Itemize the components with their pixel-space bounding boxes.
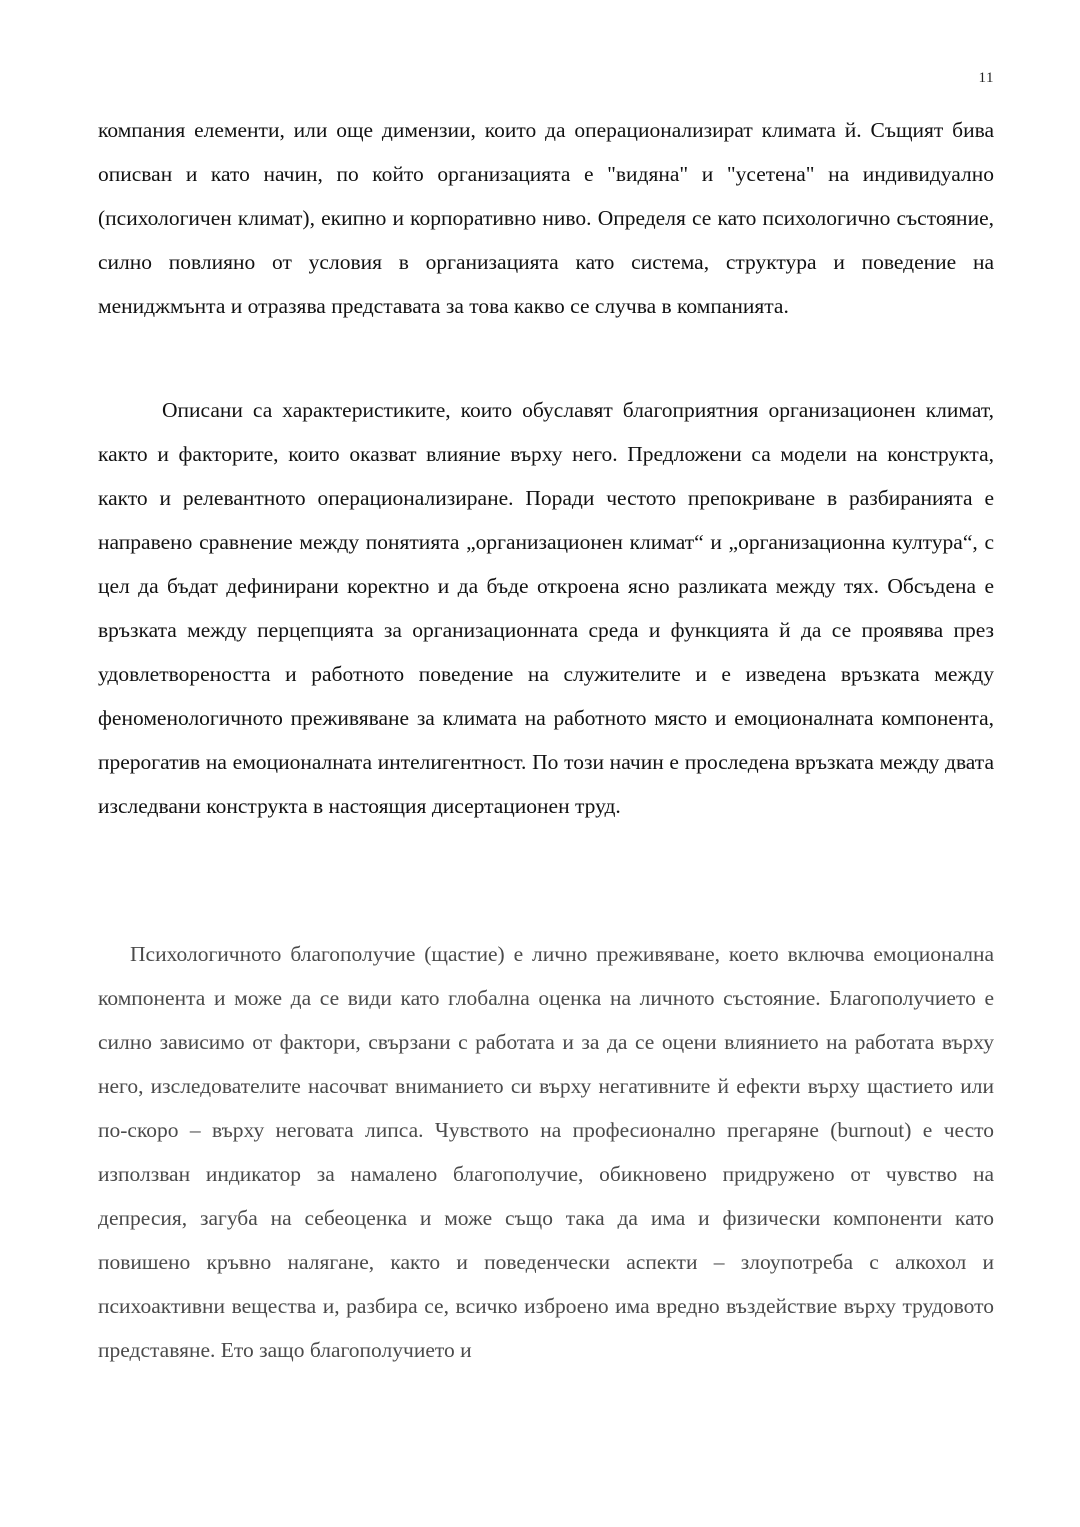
paragraph-wellbeing: Психологичното благополучие (щастие) е лично преживяване, което включва емоционална компонента и може да се види като глобална оценка на личното състояние. Благополучието е силно зависимо от фактори, свързани с работата и за да се оцени влиянието на работата върху него, изследователите насочват вниманието си върху негативните й ефекти върху щастието или по-скоро – върху неговата липса. Чувството на професионално прегаряне (burnout) е често използван индикатор за намалено благополучие, обикновено придружено от чувство на депресия, загуба на себеоценка и може също така да има и физически компоненти като повишено кръвно налягане, както и поведенчески аспекти – злоупотреба с алкохол и психоактивни вещества и, разбира се, всичко изброено има вредно въздействие върху трудовото представяне. Ето защо благополучието и (98, 942, 994, 1362)
paragraph-climate-summary: Описани са характеристиките, които обуславят благоприятния организационен климат, както и факторите, които оказват влияние върху него. Предложени са модели на конструкта, както и релевантното операционализиране. Поради честото препокриване в разбиранията е направено сравнение между понятията „организационен климат“ и „организационна култура“, с цел да бъдат дефинирани коректно и да бъде откроена ясно разликата между тях. Обсъдена е връзката между перцепцията за организационната среда и функцията й да се проявява през удовлетвореността и работното поведение на служителите и е изведена връзката между феноменологичното преживяване за климата на работното място и емоционалната компонента, прерогатив на емоционалната интелигентност. По този начин е проследена връзката между двата изследвани конструкта в настоящия дисертационен труд. (98, 398, 994, 818)
paragraph-climate-definition: компания елементи, или още димензии, които да операционализират климата й. Същият бива описван и като начин, по който организацията е "видяна" и "усетена" на индивидуално (психологичен климат), екипно и корпоративно ниво. Определя се като психологично състояние, силно повлияно от условия в организацията като система, структура и поведение на мениджмънта и отразява представата за това какво се случва в компанията. (98, 118, 994, 318)
page-number: 11 (978, 70, 994, 86)
